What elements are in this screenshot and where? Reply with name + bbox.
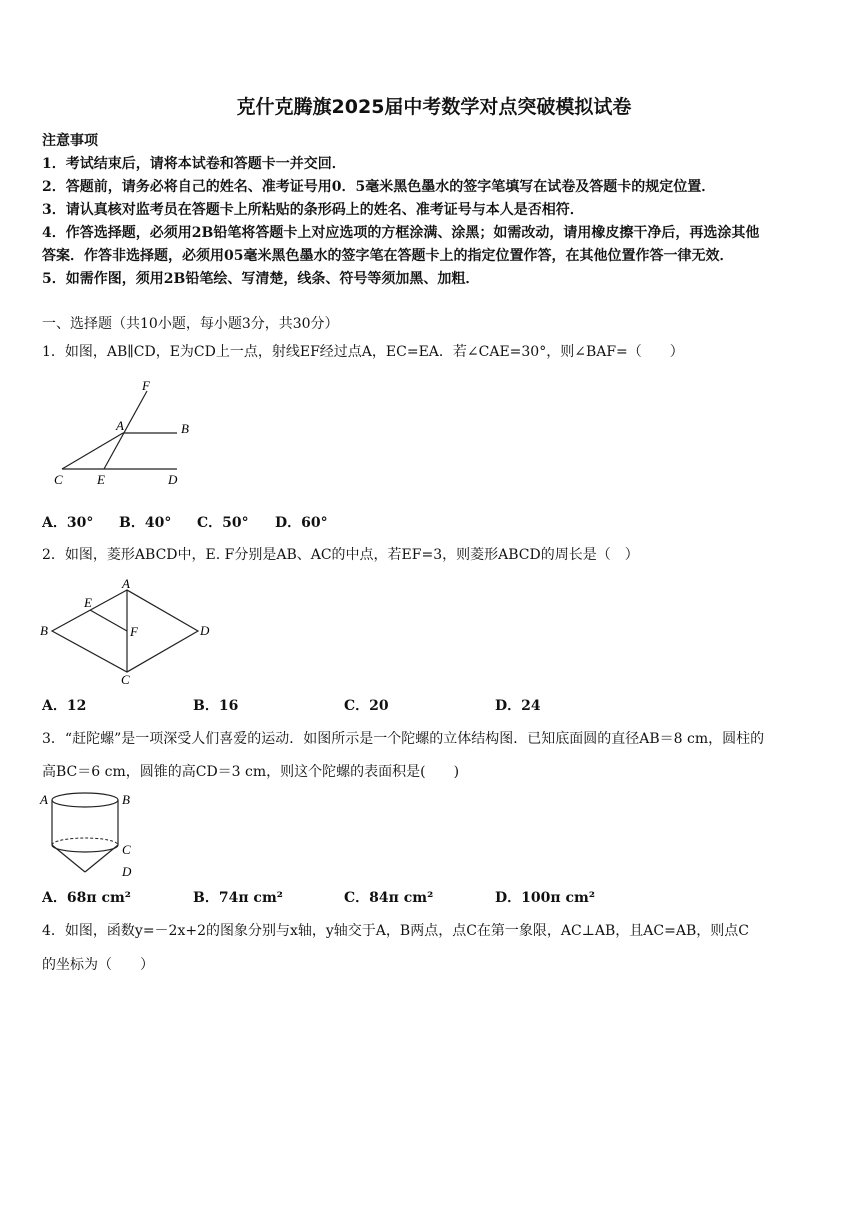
notice-item: 4．作答选择题，必须用2B铅笔将答题卡上对应选项的方框涂满、涂黑；如需改动，请用橡皮擦干净后，再选涂其他 xyxy=(42,225,760,241)
option-d: D．100π cm² xyxy=(495,890,595,906)
question-4-stem-line2: 的坐标为（ ） xyxy=(42,957,154,973)
label-d: D xyxy=(168,472,178,487)
question-4-stem-line1: 4．如图，函数y=－2x+2的图象分别与x轴，y轴交于A，B两点，点C在第一象限，AC⊥AB，且AC=AB，则点C xyxy=(42,923,749,939)
notice-item: 3．请认真核对监考员在答题卡上所粘贴的条形码上的姓名、准考证号与本人是否相符． xyxy=(42,202,584,218)
question-2-stem: 2．如图，菱形ABCD中，E. F分别是AB、AC的中点，若EF=3，则菱形ABCD的周长是（ ） xyxy=(42,547,639,563)
segment-ef xyxy=(90,610,127,631)
label-f: F xyxy=(130,624,138,639)
rhombus-abcd xyxy=(52,590,198,672)
question-3-figure xyxy=(38,790,148,882)
option-d: D．60° xyxy=(275,515,328,531)
option-c: C．84π cm² xyxy=(344,890,434,906)
bottom-front-arc xyxy=(52,845,118,852)
label-f: F xyxy=(142,378,150,393)
notice-item: 1．考试结束后，请将本试卷和答题卡一并交回． xyxy=(42,156,346,172)
cone-left xyxy=(52,845,85,872)
cone-right xyxy=(85,845,118,872)
question-1-stem: 1．如图，AB∥CD，E为CD上一点，射线EF经过点A，EC=EA．若∠CAE=30°，则∠BAF=（ ） xyxy=(42,344,684,360)
page-title: 克什克腾旗2025届中考数学对点突破模拟试卷 xyxy=(236,96,632,118)
option-b: B．74π cm² xyxy=(193,890,283,906)
option-c: C．20 xyxy=(344,698,389,714)
label-a: A xyxy=(116,418,124,433)
option-b: B．16 xyxy=(193,698,239,714)
top-ellipse xyxy=(52,793,118,807)
notice-item: 2．答题前，请务必将自己的姓名、准考证号用0．5毫米黑色墨水的签字笔填写在试卷及答题卡的规定位置． xyxy=(42,179,716,195)
label-a: A xyxy=(40,792,48,807)
notice-item: 5．如需作图，须用2B铅笔绘、写清楚，线条、符号等须加黑、加粗． xyxy=(42,271,480,287)
question-3-stem-line2: 高BC＝6 cm，圆锥的高CD＝3 cm，则这个陀螺的表面积是( ) xyxy=(42,764,460,780)
label-c: C xyxy=(122,842,131,857)
label-b: B xyxy=(40,623,48,638)
ray-ef xyxy=(104,391,147,469)
option-d: D．24 xyxy=(495,698,541,714)
label-c: C xyxy=(121,672,130,686)
option-a: A．68π cm² xyxy=(42,890,131,906)
label-e: E xyxy=(97,472,105,487)
option-b: B．40° xyxy=(119,515,172,531)
question-2-figure xyxy=(38,578,218,686)
notice-heading: 注意事项 xyxy=(42,133,98,149)
label-a: A xyxy=(122,578,130,591)
notice-item: 答案．作答非选择题，必须用05毫米黑色墨水的签字笔在答题卡上的指定位置作答，在其他位置作答一律无效． xyxy=(42,248,734,264)
option-a: A．30° xyxy=(42,515,94,531)
label-d: D xyxy=(200,623,210,638)
label-d: D xyxy=(122,864,132,879)
question-3-stem-line1: 3．“赶陀螺”是一项深受人们喜爱的运动．如图所示是一个陀螺的立体结构图．已知底面圆的直径AB＝8 cm，圆柱的 xyxy=(42,731,765,747)
label-c: C xyxy=(54,472,63,487)
label-b: B xyxy=(122,792,130,807)
bottom-back-arc xyxy=(52,838,118,845)
option-a: A．12 xyxy=(42,698,87,714)
option-c: C．50° xyxy=(197,515,249,531)
label-b: B xyxy=(181,421,189,436)
section-heading: 一、选择题（共10小题，每小题3分，共30分） xyxy=(42,316,339,332)
question-1-figure xyxy=(40,378,210,490)
label-e: E xyxy=(84,595,92,610)
